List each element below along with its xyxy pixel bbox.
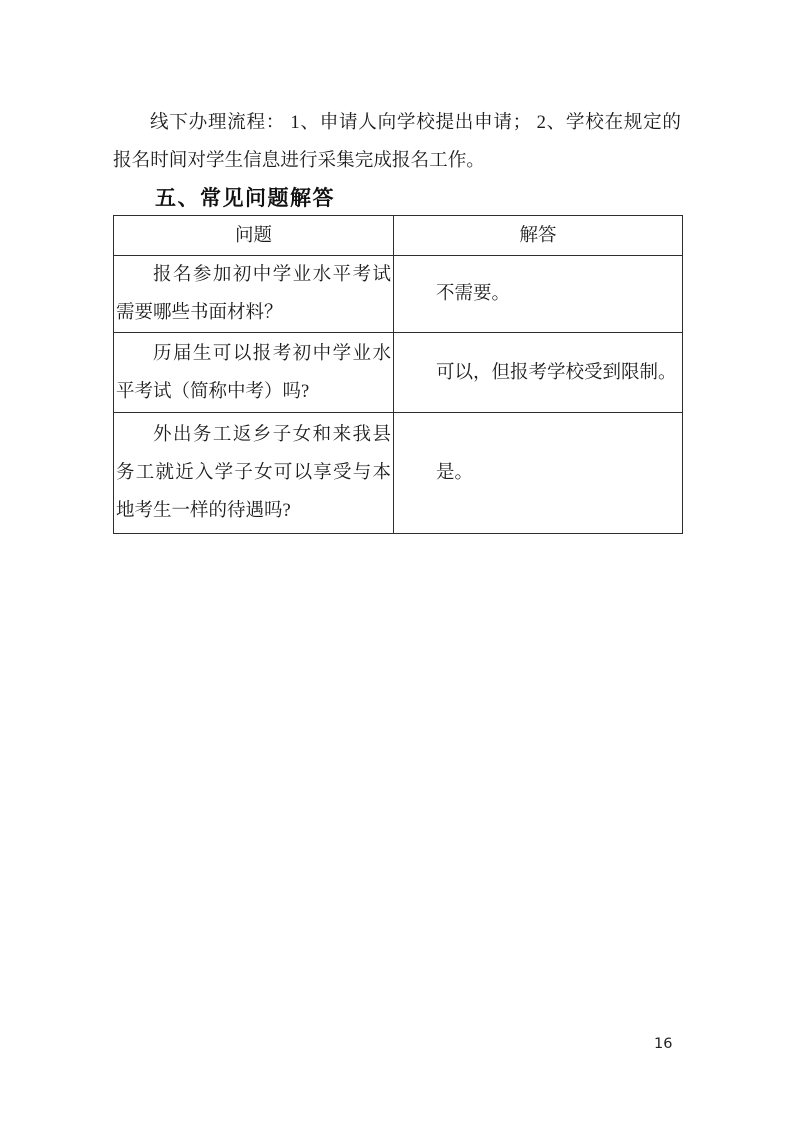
answer-text: 不需要。 <box>436 284 511 304</box>
answer-cell <box>394 256 683 333</box>
page-number: 16 <box>654 1036 673 1052</box>
table-row <box>114 413 683 534</box>
faq-table <box>113 215 683 534</box>
intro-paragraph <box>113 104 681 180</box>
intro-line-1: 线下办理流程： 1、申请人向学校提出申请； 2、学校在规定的 <box>150 112 681 133</box>
table-row <box>114 256 683 333</box>
question-text: 报名参加初中学业水平考试需要哪些书面材料？ <box>116 265 391 323</box>
question-column-header-label: 问题 <box>234 225 272 246</box>
answer-text: 是。 <box>436 463 474 483</box>
answer-column-header <box>394 216 683 256</box>
answer-cell <box>394 333 683 413</box>
question-cell <box>114 413 394 534</box>
table-header-row <box>114 216 683 256</box>
answer-cell <box>394 413 683 534</box>
question-cell <box>114 333 394 413</box>
question-column-header <box>114 216 394 256</box>
intro-line-2: 报名时间对学生信息进行采集完成报名工作。 <box>113 150 485 171</box>
question-text: 历届生可以报考初中学业水平考试（简称中考）吗? <box>116 343 391 402</box>
answer-text: 可以，但报考学校受到限制。 <box>436 362 677 383</box>
answer-column-header-label: 解答 <box>519 225 557 246</box>
question-text: 外出务工返乡子女和来我县务工就近入学子女可以享受与本地考生一样的待遇吗? <box>116 425 391 521</box>
section-heading: 五、常见问题解答 <box>155 187 335 210</box>
question-cell <box>114 256 394 333</box>
table-row <box>114 333 683 413</box>
